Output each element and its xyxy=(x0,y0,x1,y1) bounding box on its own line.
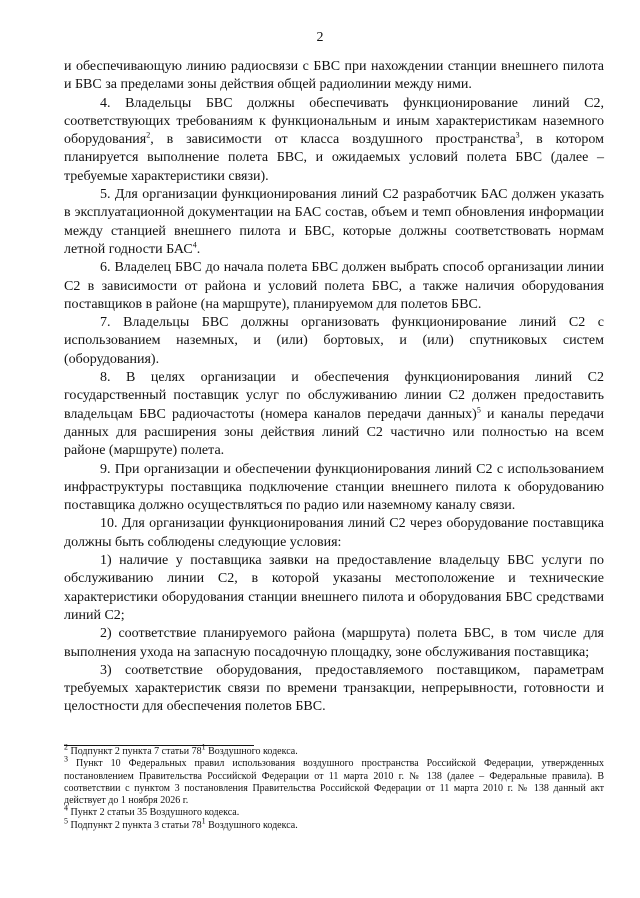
footnote-ref-5: 5 xyxy=(476,404,481,414)
paragraph-10: 10. Для организации функционирования линий С2 через оборудование поставщика должны быть соблюдены следующие условия: xyxy=(64,516,604,550)
list-item-3: 3) соответствие оборудования, предоставляемого поставщиком, параметрам требуемых характеристик связи по времени транзакции, непрерывности, готовности и целостности для обеспечения полетов БВС. xyxy=(64,662,604,715)
footnote-ref-3: 3 xyxy=(515,130,520,140)
footnote-3: $^3$ Пункт 10 Федеральных правил использования воздушного пространства Российской Федерации, утвержденных постановлением Правительства Российской Федерации от 11 марта 2010 г. № 138 (далее – Федеральные правила). В соответствии с пунктом 3 постановления Правительства Российской Федерации от 11 марта 2010 г. № 138 данный акт действует до 1 ноября 2026 г. xyxy=(64,754,604,807)
paragraph-7: 7. Владельцы БВС должны организовать функционирование линий С2 с использованием наземных, и (или) бортовых, и (или) спутниковых систем (оборудования). xyxy=(64,315,604,367)
paragraph-8: 8. В целях организации и обеспечения функционирования линий С2 государственный поставщик услуг по обслуживанию линии С2 должен предоставить владельцам БВС радиочастоты (номера каналов передачи данных)$^5$ и каналы передачи данных для расширения зоны действия линий С2 частично или полностью на всем районе (маршруте) полета. xyxy=(64,370,604,459)
footnote-ref-4: 4 xyxy=(192,240,197,250)
footnote-2: $^2$ Подпункт 2 пункта 7 статьи $78^1$ Воздушного кодекса. xyxy=(64,742,298,757)
footnote-4: $^4$ Пункт 2 статьи 35 Воздушного кодекса. xyxy=(64,804,240,819)
paragraph-6: 6. Владелец БВС до начала полета БВС должен выбрать способ организации линии С2 в зависимости от района и условий полета БВС, а также наличия оборудования поставщиков в районе (на маршруте), планируемом для полетов БВС. xyxy=(64,260,604,312)
page-number: 2 xyxy=(316,30,324,45)
body-text xyxy=(64,58,604,717)
paragraph-9: 9. При организации и обеспечении функционирования линий С2 с использованием инфраструктуры поставщика подключение станции внешнего пилота к оборудованию поставщика должно осуществляться по радио или наземному каналу связи. xyxy=(64,461,604,514)
footnotes xyxy=(64,742,604,832)
list-item-1: 1) наличие у поставщика заявки на предоставление владельцу БВС услуги по обслуживанию линии С2, в которой указаны местоположение и технические характеристики оборудования станции внешнего пилота и оборудования БВС средствами линий С2; xyxy=(64,553,604,623)
paragraph-5: 5. Для организации функционирования линий С2 разработчик БАС должен указать в эксплуатационной документации на БАС состав, объем и темп обновления информации между станцией внешнего пилота и БВС, которые должны соответствовать нормам летной годности БАС$^4$. xyxy=(64,187,604,257)
paragraph-4: 4. Владельцы БВС должны обеспечивать функционирование линий С2, соответствующих требованиям к функциональным и иным характеристикам наземного оборудования$^2$, в зависимости от класса воздушного пространства$^3$, в котором планируется выполнение полета БВС, и ожидаемых условий полета БВС (далее – требуемые характеристики связи). xyxy=(64,95,605,184)
paragraph-continuation: и обеспечивающую линию радиосвязи с БВС при нахождении станции внешнего пилота и БВС за пределами зоны действия общей радиолинии между ними. xyxy=(64,59,604,93)
footnote-5: $^5$ Подпункт 2 пункта 3 статьи $78^1$ Воздушного кодекса. xyxy=(64,816,298,831)
list-item-2: 2) соответствие планируемого района (маршрута) полета БВС, в том числе для выполнения ухода на запасную посадочную площадку, зоне обслуживания поставщика; xyxy=(64,626,604,660)
footnote-ref-2: 2 xyxy=(146,130,151,140)
